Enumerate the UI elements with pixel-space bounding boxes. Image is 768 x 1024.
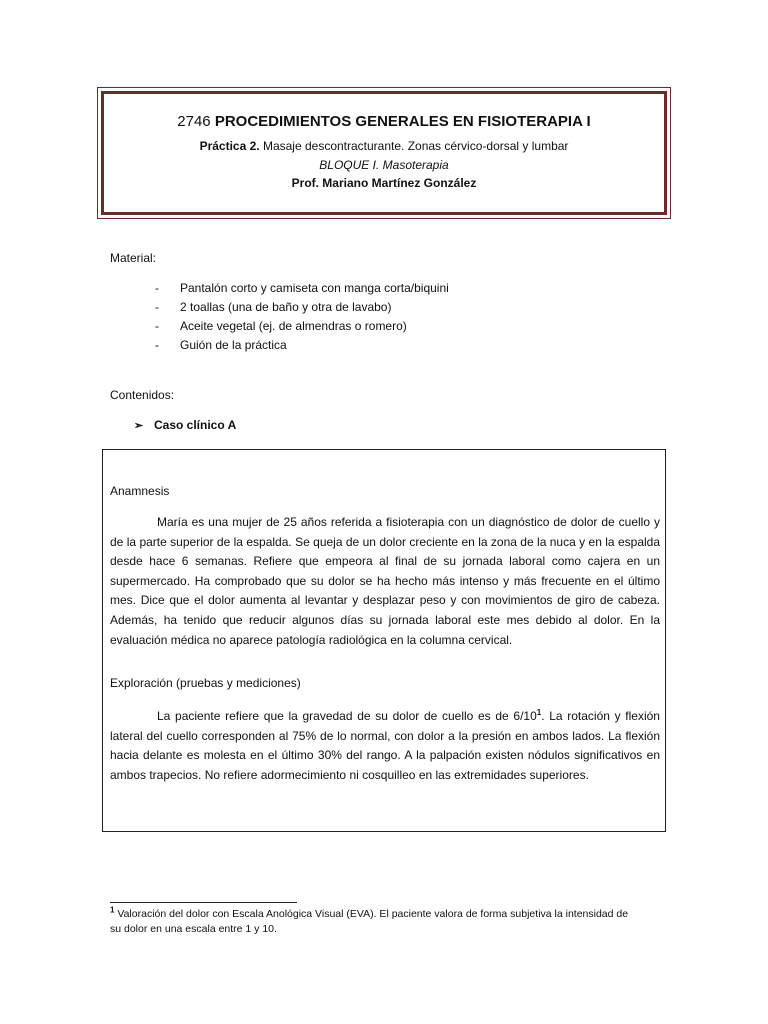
course-code: 2746 — [177, 113, 211, 130]
arrowhead-right-icon: ➢ — [134, 420, 144, 432]
exploracion-text: La paciente refiere que la gravedad de su dolor de cuello es de $6/10^1$. La rotación y flexión lateral del cuello corresponden al 75% de lo normal, con dolor a la presión en ambos lados. La flexión hacia delante es molesta en el último 30% del rango. A la palpación existen nódulos significativos en ambos trapecios. No refiere adormecimiento ni cosquilleo en las extremidades superiores. — [110, 708, 660, 782]
exploracion-title: Exploración (pruebas y mediciones) — [110, 676, 301, 690]
anamnesis-title: Anamnesis — [110, 484, 170, 498]
material-item: - Guión de la práctica — [155, 338, 287, 352]
material-item: - Aceite vegetal (ej. de almendras o romero) — [155, 319, 407, 333]
course-title — [98, 113, 670, 130]
practice-title: Masaje descontracturante. Zonas cérvico-dorsal y lumbar — [262, 139, 569, 153]
dash-icon: - — [155, 281, 159, 295]
footnote-text: Valoración del dolor con Escala Anológica Visual (EVA). El paciente valora de forma subjetiva la intensidad de su dolor en una escala entre 1 y 10. — [110, 908, 629, 935]
practice-line — [98, 139, 670, 153]
case-box — [102, 449, 666, 832]
header-box — [97, 87, 671, 219]
footnote — [110, 907, 630, 937]
footnote-divider — [110, 902, 297, 903]
case-heading — [134, 418, 236, 432]
dash-icon: - — [155, 300, 159, 314]
dash-icon: - — [155, 338, 159, 352]
material-label: Material: — [110, 251, 157, 265]
material-item: - Pantalón corto y camiseta con manga corta/biquini — [155, 281, 449, 295]
anamnesis-text: María es una mujer de 25 años referida a fisioterapia con un diagnóstico de dolor de cuello y de la parte superior de la espalda. Se queja de un dolor creciente en la zona de la nuca y en la espalda desde hace 6 semanas. Refiere que empeora al final de su jornada laboral como cajera en un supermercado. Ha comprobado que su dolor se ha hecho más intenso y más frecuente en el último mes. Dice que el dolor aumenta al levantar y desplazar peso y con movimientos de giro de cabeza. Además, ha tenido que reducir algunos días su jornada laboral este mes debido al dolor. En la evaluación médica no aparece patología radiológica en la columna cervical. — [110, 515, 660, 647]
case-title: Caso clínico A — [154, 418, 237, 432]
footnote-ref[interactable]: 1 — [536, 708, 542, 717]
block-title: BLOQUE I. Masoterapia — [319, 158, 449, 172]
footnote-number: 1 — [110, 905, 115, 915]
material-item: - 2 toallas (una de baño y otra de lavabo) — [155, 300, 392, 314]
course-name: PROCEDIMIENTOS GENERALES EN FISIOTERAPIA I — [214, 113, 591, 130]
practice-label: Práctica 2. — [199, 139, 260, 153]
dash-icon: - — [155, 319, 159, 333]
contenidos-label: Contenidos: — [110, 388, 175, 402]
professor-name: Prof. Mariano Martínez González — [291, 176, 477, 190]
